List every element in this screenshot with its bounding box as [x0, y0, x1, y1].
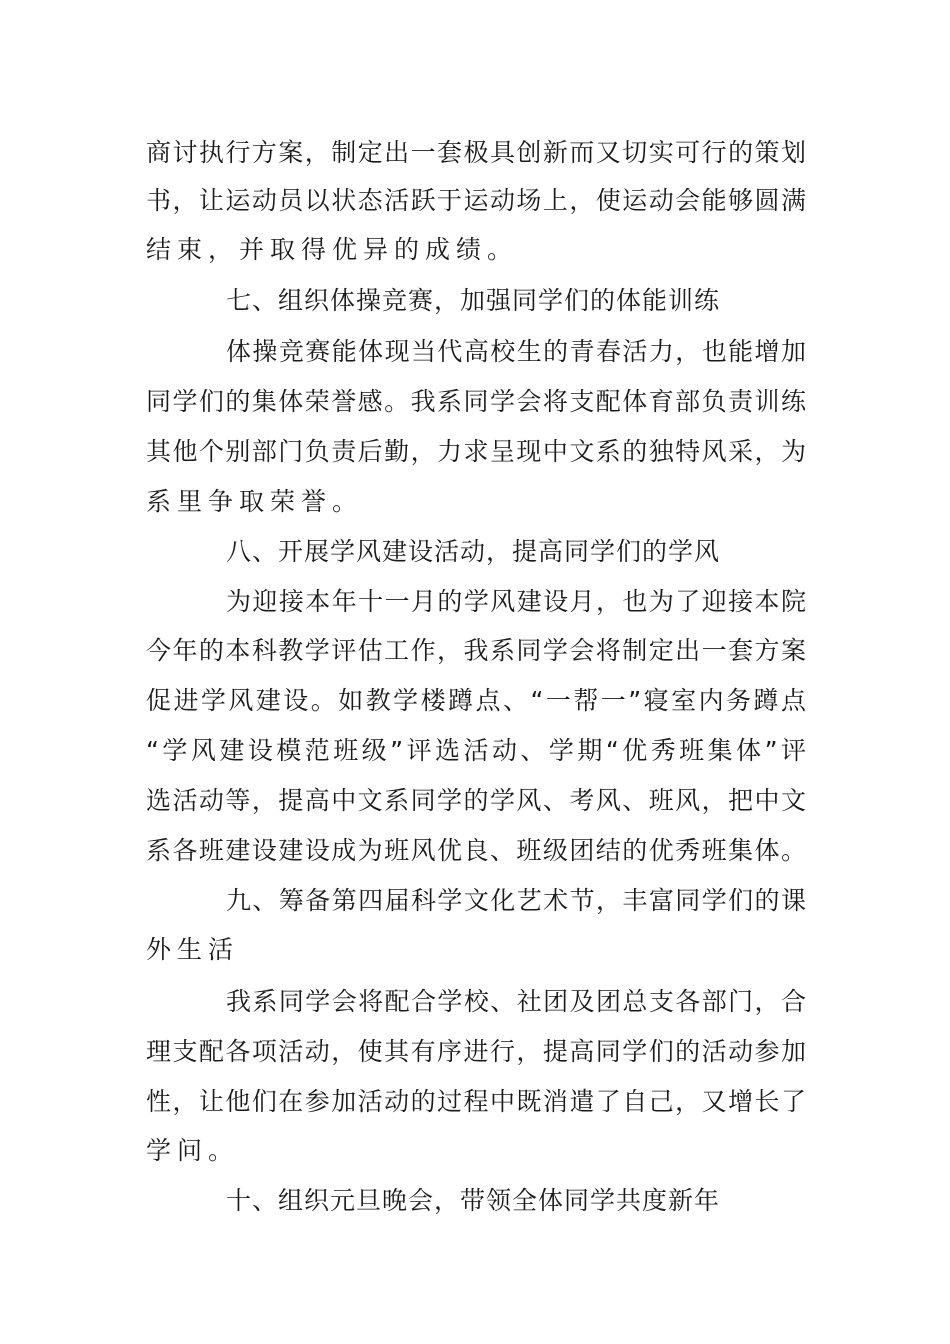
text-line: 性，让他们在参加活动的过程中既消遣了自己，又增长了: [146, 1087, 806, 1116]
text-line: 系里争取荣誉。: [146, 487, 364, 516]
text-line: 其他个别部门负责后勤，力求呈现中文系的独特风采，为: [146, 437, 806, 466]
text-line: 书，让运动员以状态活跃于运动场上，使运动会能够圆满: [146, 186, 806, 215]
text-line: 系各班建设建设成为班风优良、班级团结的优秀班集体。: [146, 836, 806, 865]
text-line: 为迎接本年十一月的学风建设月，也为了迎接本院: [226, 587, 806, 616]
text-line: 体操竞赛能体现当代高校生的青春活力，也能增加: [226, 337, 806, 366]
text-line: 结束，并取得优异的成绩。: [146, 235, 519, 264]
text-line: 我系同学会将配合学校、社团及团总支各部门，合: [226, 987, 806, 1016]
text-line: 同学们的集体荣誉感。我系同学会将支配体育部负责训练: [146, 387, 806, 416]
text-line: “学风建设模范班级”评选活动、学期“优秀班集体”评: [146, 736, 806, 765]
text-line: 选活动等，提高中文系同学的学风、考风、班风，把中文: [146, 786, 806, 815]
text-line: 今年的本科教学评估工作，我系同学会将制定出一套方案: [146, 636, 806, 665]
text-line: 学问。: [146, 1136, 240, 1165]
section-heading: 八、开展学风建设活动，提高同学们的学风: [226, 537, 721, 566]
section-heading: 十、组织元旦晚会，带领全体同学共度新年: [226, 1186, 721, 1215]
text-line: 理支配各项活动，使其有序进行，提高同学们的活动参加: [146, 1037, 806, 1066]
text-line: 商讨执行方案，制定出一套极具创新而又切实可行的策划: [146, 138, 806, 167]
text-line: 促进学风建设。如教学楼蹲点、“一帮一”寝室内务蹲点: [146, 686, 806, 715]
section-heading: 七、组织体操竞赛，加强同学们的体能训练: [226, 286, 721, 315]
section-heading: 九、筹备第四届科学文化艺术节，丰富同学们的课: [226, 886, 806, 915]
section-heading-continuation: 外生活: [146, 935, 240, 964]
